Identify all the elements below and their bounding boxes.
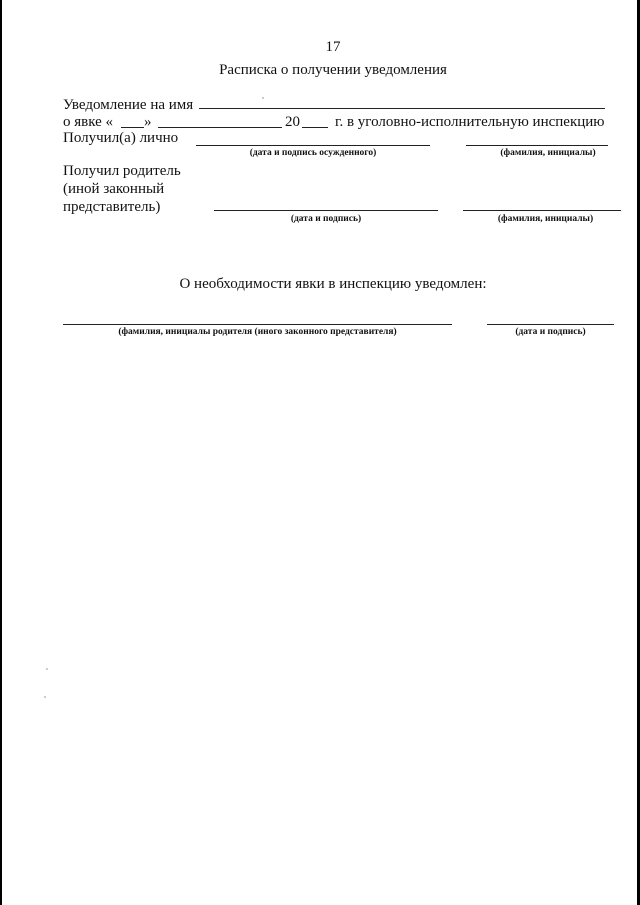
appear-day-line — [121, 127, 144, 128]
year-line — [302, 127, 328, 128]
caption-date-signature: (дата и подпись) — [290, 214, 362, 224]
appear-suffix: г. в уголовно-исполнительную инспекцию — [335, 114, 605, 130]
page-number: 17 — [325, 39, 341, 55]
appear-prefix: о явке « — [63, 114, 114, 130]
parent-signature-line — [214, 210, 438, 211]
notice-to-label: Уведомление на имя — [63, 97, 194, 113]
received-parent-line1: Получил родитель — [63, 163, 181, 179]
year-prefix: 20 — [285, 114, 300, 130]
received-parent-line2: (иной законный — [63, 181, 165, 197]
page-edge-left — [0, 0, 2, 905]
received-personally-label: Получил(а) лично — [63, 130, 179, 146]
convicted-name-line — [466, 145, 608, 146]
scan-speck — [44, 696, 46, 698]
received-parent-line3: представитель) — [63, 199, 161, 215]
bottom-signature-line — [487, 324, 614, 325]
caption-surname-initials: (фамилия, инициалы) — [500, 148, 596, 158]
caption-surname-initials-2: (фамилия, инициалы) — [497, 214, 594, 224]
parent-name-line — [463, 210, 621, 211]
scan-speck — [46, 668, 48, 670]
appear-month-line — [158, 127, 282, 128]
convicted-signature-line — [196, 145, 430, 146]
caption-parent-name: (фамилия, инициалы родителя (иного законного представителя) — [118, 327, 397, 337]
appear-quote-close: » — [144, 114, 152, 130]
notice-name-line — [199, 108, 605, 109]
page-title: Расписка о получении уведомления — [219, 62, 447, 78]
caption-date-signature-convicted: (дата и подпись осужденного) — [249, 148, 377, 158]
notice-section-heading: О необходимости явки в инспекцию уведомлен: — [179, 276, 487, 292]
caption-bottom-date-signature: (дата и подпись) — [515, 327, 586, 337]
parent-name-bottom-line — [63, 324, 452, 325]
scan-speck — [262, 97, 264, 99]
